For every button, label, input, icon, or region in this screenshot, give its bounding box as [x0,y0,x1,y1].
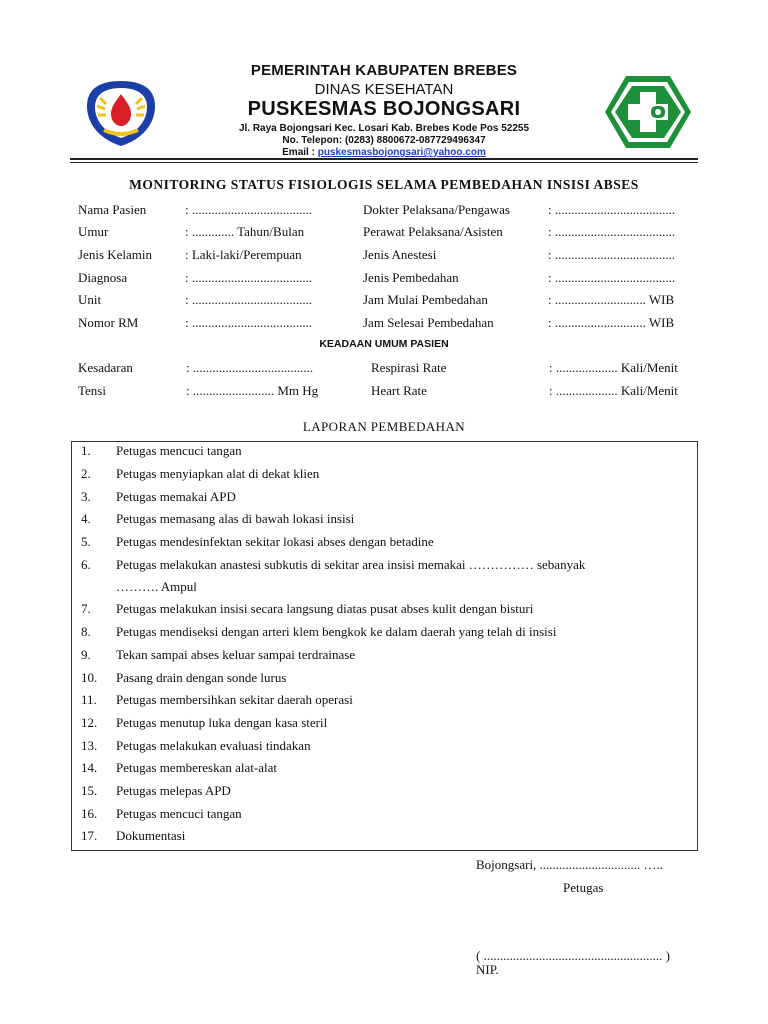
field-value-jam-selesai[interactable]: : ............................ WIB [548,315,675,330]
signature-place-date[interactable]: Bojongsari, ............................... ….. [476,857,664,872]
header-phone: No. Telepon: (0283) 8800672-087729496347 [282,135,486,146]
header-divider-thick [70,158,698,160]
field-value-unit[interactable]: : ..................................... [185,292,313,307]
step-text: Petugas melepas APD [116,783,231,798]
step-text: Petugas mencuci tangan [116,806,242,821]
field-value-perawat[interactable]: : ..................................... [548,224,676,239]
field-value-jenis-pembedahan[interactable]: : ..................................... [548,270,676,285]
step-text: Petugas menyiapkan alat di dekat klien [116,466,320,481]
step-number: 7. [81,601,91,616]
step-number: 2. [81,466,91,481]
step-text: Petugas memakai APD [116,489,236,504]
step-number: 8. [81,624,91,639]
field-label-jenis-anestesi: Jenis Anestesi [363,247,437,262]
step-text: Petugas membereskan alat-alat [116,760,277,775]
field-label-heart-rate: Heart Rate [371,383,427,398]
email-label: Email : [282,147,318,158]
header-divider-thin [70,162,698,163]
field-value-respirasi[interactable]: : ................... Kali/Menit [549,360,678,375]
header-agency: DINAS KESEHATAN [314,81,454,98]
email-link[interactable]: puskesmasbojongsari@yahoo.com [317,147,486,158]
field-value-nomor-rm[interactable]: : ..................................... [185,315,313,330]
step-text-continuation: ………. Ampul [116,579,197,594]
field-value-umur[interactable]: : ............. Tahun/Bulan [185,224,305,239]
form-title: MONITORING STATUS FISIOLOGIS SELAMA PEMBEDAHAN INSISI ABSES [129,177,639,192]
field-value-dokter[interactable]: : ..................................... [548,202,676,217]
field-label-nomor-rm: Nomor RM [78,315,139,330]
field-label-jam-selesai: Jam Selesai Pembedahan [363,315,494,330]
field-label-umur: Umur [78,224,109,239]
step-number: 10. [81,670,98,685]
field-value-diagnosa[interactable]: : ..................................... [185,270,313,285]
field-label-unit: Unit [78,292,102,307]
field-value-heart-rate[interactable]: : ................... Kali/Menit [549,383,678,398]
puskesmas-logo-icon [602,72,694,152]
step-number: 13. [81,738,98,753]
step-number: 4. [81,511,91,526]
field-label-dokter: Dokter Pelaksana/Pengawas [363,202,510,217]
step-number: 11. [81,692,97,707]
field-value-jam-mulai[interactable]: : ............................ WIB [548,292,675,307]
signature-role: Petugas [563,880,604,895]
field-label-respirasi: Respirasi Rate [371,360,447,375]
field-label-jenis-kelamin: Jenis Kelamin [78,247,153,262]
field-label-kesadaran: Kesadaran [78,360,133,375]
step-number: 9. [81,647,91,662]
field-label-nama-pasien: Nama Pasien [78,202,147,217]
step-text: Petugas menutup luka dengan kasa steril [116,715,328,730]
step-number: 12. [81,715,98,730]
step-text: Petugas melakukan evaluasi tindakan [116,738,311,753]
header-government: PEMERINTAH KABUPATEN BREBES [250,62,518,79]
step-text: Petugas melakukan insisi secara langsung diatas pusat abses kulit dengan bisturi [116,601,534,616]
step-text: Petugas mendiseksi dengan arteri klem bengkok ke dalam daerah yang telah di insisi [116,624,557,639]
step-number: 5. [81,534,91,549]
step-text: Petugas melakukan anastesi subkutis di sekitar area insisi memakai …………… sebanyak [116,557,586,572]
field-value-jenis-kelamin[interactable]: : Laki-laki/Perempuan [185,247,302,262]
step-text: Petugas mencuci tangan [116,443,242,458]
step-number: 6. [81,557,91,572]
brebes-regency-emblem-icon [78,76,164,150]
step-number: 3. [81,489,91,504]
step-text: Petugas mendesinfektan sekitar lokasi abses dengan betadine [116,534,434,549]
field-value-tensi[interactable]: : ......................... Mm Hg [186,383,319,398]
keadaan-umum-heading: KEADAAN UMUM PASIEN [319,338,449,350]
step-number: 16. [81,806,98,821]
step-text: Petugas membersihkan sekitar daerah operasi [116,692,353,707]
header-address: Jl. Raya Bojongsari Kec. Losari Kab. Brebes Kode Pos 52255 [238,123,530,134]
step-text: Pasang drain dengan sonde lurus [116,670,287,685]
step-text: Dokumentasi [116,828,186,843]
field-value-jenis-anestesi[interactable]: : ..................................... [548,247,676,262]
field-label-tensi: Tensi [78,383,106,398]
step-number: 14. [81,760,98,775]
field-label-perawat: Perawat Pelaksana/Asisten [363,224,503,239]
header-email-line [200,147,568,158]
header-puskesmas-name: PUSKESMAS BOJONGSARI [247,98,521,120]
step-text: Petugas memasang alas di bawah lokasi insisi [116,511,355,526]
step-number: 1. [81,443,91,458]
signature-name-line[interactable]: ( ....................................................... ) [476,948,670,963]
field-label-diagnosa: Diagnosa [78,270,128,285]
step-text: Tekan sampai abses keluar sampai terdrainase [116,647,356,662]
step-number: 17. [81,828,98,843]
field-label-jam-mulai: Jam Mulai Pembedahan [363,292,488,307]
field-value-kesadaran[interactable]: : ..................................... [186,360,314,375]
signature-nip: NIP. [476,962,499,977]
step-number: 15. [81,783,98,798]
field-label-jenis-pembedahan: Jenis Pembedahan [363,270,459,285]
field-value-nama-pasien[interactable]: : ..................................... [185,202,313,217]
laporan-heading: LAPORAN PEMBEDAHAN [302,419,466,434]
